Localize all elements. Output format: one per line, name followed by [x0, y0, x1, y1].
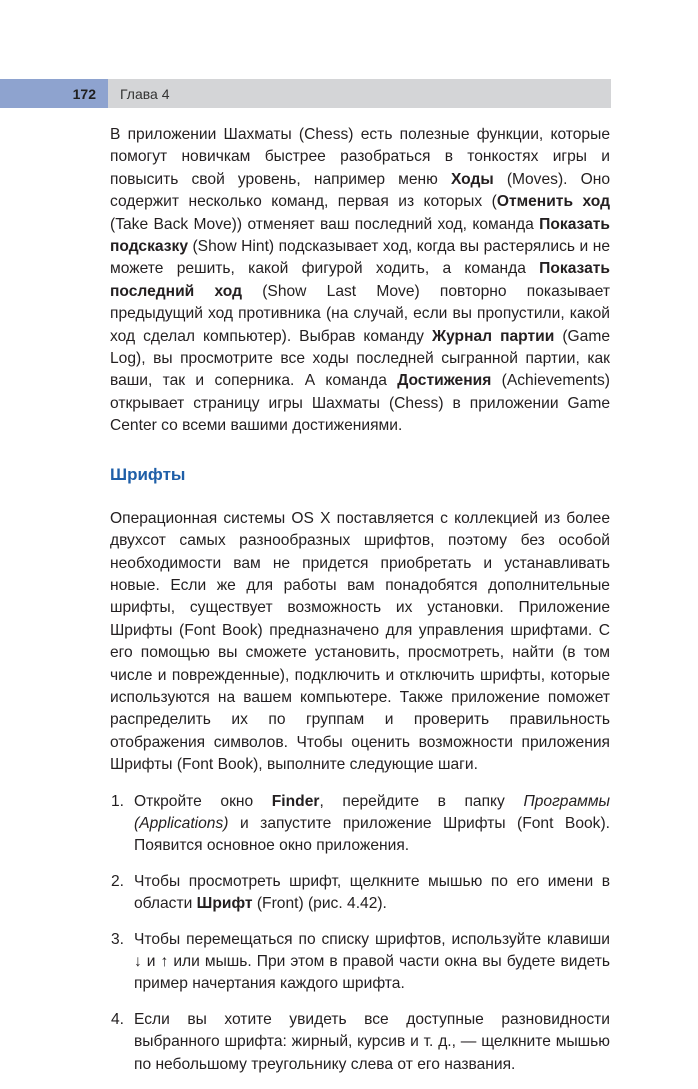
- page-number-block: [0, 79, 108, 108]
- arrow-down-icon: ↓: [134, 953, 142, 970]
- text-run: (Moves). Оно содержит несколько команд, первая из которых (: [110, 170, 610, 211]
- list-item: [110, 791, 610, 858]
- list-item: [110, 1009, 610, 1076]
- step-text: [134, 929, 610, 996]
- list-item: [110, 929, 610, 996]
- command-show-hint: Показать подсказку: [110, 215, 610, 256]
- text-run: (Front) (рис. 4.42).: [252, 895, 387, 913]
- command-game-log: Журнал партии: [431, 327, 555, 345]
- text-run: (Take Back Move)) отменяет ваш последний ход, команда: [110, 215, 540, 233]
- page-body: [110, 124, 610, 1089]
- step-text: [134, 791, 610, 858]
- text-run: Чтобы просмотреть шрифт, щелкните мышью по его имени в области: [134, 872, 610, 913]
- step-text: [134, 871, 610, 916]
- step-number: 4.: [111, 1010, 125, 1028]
- chapter-title: Глава 4: [120, 85, 170, 102]
- arrow-up-icon: ↑: [160, 953, 169, 970]
- step-number: 1.: [111, 792, 125, 810]
- running-header: [0, 79, 611, 108]
- section-paragraph: Операционная системы OS X поставляется с коллекцией из более двухсот самых разнообразных шрифтов, поэтому без особой необходимости вам не придется приобретать и устанавливать новые. Если же для работы вам понадобятся дополнительные шрифты, существует возможность их установки. Приложение Шрифты (Font Book) предназначено для управления шрифтами. С его помощью вы сможете установить, просмотреть, найти (в том числе и поврежденные), подключить и отключить шрифты, которые используются на вашем компьютере. Также приложение поможет распределить их по группам и проверить правильность отображения символов. Чтобы оценить возможности приложения Шрифты (Font Book), выполните следующие шаги.: [110, 509, 610, 774]
- step-text: Если вы хотите увидеть все доступные разновидности выбранного шрифта: жирный, курсив и т. д., — щелкните мышью по небольшому треугольнику слева от его названия.: [134, 1010, 610, 1073]
- command-achievements: Достижения: [397, 372, 492, 390]
- text-run: (Show Last Move) повторно показывает предыдущий ход противника (на случай, если вы пропустили, какой ход сделал компьютер). Выбрав команду: [110, 282, 611, 345]
- intro-paragraph: [110, 124, 610, 438]
- list-item: [110, 871, 610, 916]
- folder-applications: Программы (Applications): [134, 792, 610, 832]
- text-run: Откройте окно: [134, 792, 272, 810]
- text-run: В приложении Шахматы (Chess) есть полезные функции, которые помогут новичкам быстрее разобраться в тонкостях игры и повысить свой уровень, например меню: [110, 126, 610, 188]
- text-run: (Achievements) открывает страницу игры Шахматы (Chess) в приложении Game Center со всеми вашими достижениями.: [110, 372, 610, 435]
- text-run: (Game Log), вы просмотрите все ходы последней сыгранной партии, как ваши, так и соперника. А команда: [110, 327, 610, 390]
- step-number: 2.: [111, 872, 125, 890]
- page-number: 172: [72, 85, 96, 102]
- step-number: 3.: [111, 930, 125, 948]
- command-take-back-move: Отменить ход: [496, 193, 610, 211]
- chapter-title-block: [108, 79, 611, 108]
- section-heading: Шрифты: [110, 464, 186, 484]
- menu-term-moves: Ходы: [450, 170, 494, 188]
- command-show-last-move: Показать последний ход: [110, 260, 610, 300]
- text-run: (Show Hint) подсказывает ход, когда вы растерялись и не можете решить, какой фигурой ходить, а команда: [110, 238, 610, 278]
- steps-list: [110, 791, 610, 1076]
- text-run: , перейдите в папку: [319, 792, 524, 810]
- text-run: и запустите приложение Шрифты (Font Book). Появится основное окно приложения.: [134, 814, 610, 855]
- term-font-area: Шрифт: [196, 895, 253, 913]
- text-run: и: [141, 953, 161, 970]
- term-finder: Finder: [271, 792, 320, 810]
- text-run: Чтобы перемещаться по списку шрифтов, используйте клавиши: [134, 930, 610, 948]
- text-run: или мышь. При этом в правой части окна вы будете видеть пример начертания каждого шрифта.: [134, 953, 610, 993]
